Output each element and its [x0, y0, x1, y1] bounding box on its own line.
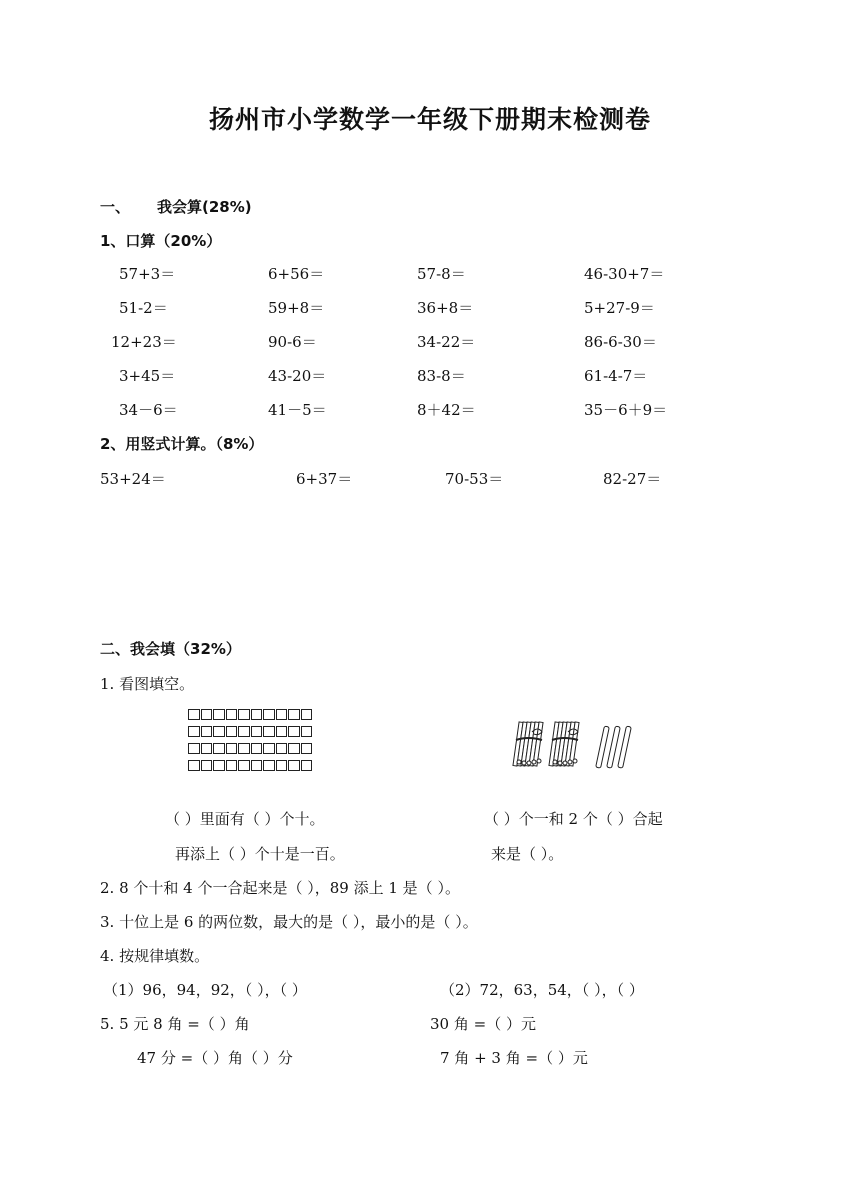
q1-right-line1: （ ）个一和 2 个（ ）合起: [484, 810, 663, 828]
q5-a: 5. 5 元 8 角 =（ ）角: [100, 1015, 250, 1033]
calc-item: 5+27-9＝: [584, 299, 655, 317]
stick-bundles-figure: [508, 716, 643, 772]
q4-a: （1）96，94，92，（ ），（ ）: [103, 981, 307, 999]
part1-heading: 1、口算（20%）: [100, 232, 222, 250]
q5-c: 47 分 =（ ）角（ ）分: [137, 1049, 293, 1067]
calc-item: 35－6＋9＝: [584, 401, 668, 419]
section2-heading: 二、我会填（32%）: [100, 640, 241, 658]
calc-item: 86-6-30＝: [584, 333, 657, 351]
calc-item: 43-20＝: [268, 367, 327, 385]
section1-label: 一、: [100, 198, 131, 216]
calc-item: 3+45＝: [119, 367, 176, 385]
calc-item: 8＋42＝: [417, 401, 476, 419]
q1-right-line2: 来是（ ）。: [491, 845, 564, 863]
hundred-grid-figure: [188, 709, 313, 771]
calc-item: 34－6＝: [119, 401, 178, 419]
calc-item: 83-8＝: [417, 367, 466, 385]
q4-prompt: 4. 按规律填数。: [100, 947, 210, 965]
calc-item: 34-22＝: [417, 333, 476, 351]
q5-d: 7 角 + 3 角 =（ ）元: [440, 1049, 588, 1067]
vertical-calc-item: 53+24＝: [100, 470, 166, 488]
q4-b: （2）72，63，54，（ ），（ ）: [440, 981, 644, 999]
q2: 2. 8 个十和 4 个一合起来是（ ），89 添上 1 是（ ）。: [100, 879, 460, 897]
calc-item: 90-6＝: [268, 333, 317, 351]
calc-item: 46-30+7＝: [584, 265, 665, 283]
calc-item: 57+3＝: [119, 265, 176, 283]
calc-item: 36+8＝: [417, 299, 474, 317]
calc-item: 41－5＝: [268, 401, 327, 419]
q1-left-line1: （ ）里面有（ ）个十。: [165, 810, 325, 828]
calc-item: 6+56＝: [268, 265, 325, 283]
calc-item: 57-8＝: [417, 265, 466, 283]
q1-left-line2: 再添上（ ）个十是一百。: [175, 845, 345, 863]
calc-item: 12+23＝: [111, 333, 177, 351]
section1-heading: 我会算(28%): [157, 198, 252, 216]
calc-item: 59+8＝: [268, 299, 325, 317]
vertical-calc-item: 70-53＝: [445, 470, 504, 488]
part2-heading: 2、用竖式计算。（8%）: [100, 435, 264, 453]
page-title: 扬州市小学数学一年级下册期末检测卷: [208, 105, 651, 134]
q5-b: 30 角 =（ ）元: [430, 1015, 536, 1033]
vertical-calc-item: 82-27＝: [603, 470, 662, 488]
vertical-calc-item: 6+37＝: [296, 470, 353, 488]
calc-item: 61-4-7＝: [584, 367, 648, 385]
calc-item: 51-2＝: [119, 299, 168, 317]
q1-prompt: 1. 看图填空。: [100, 675, 195, 693]
q3: 3. 十位上是 6 的两位数，最大的是（ ），最小的是（ ）。: [100, 913, 478, 931]
